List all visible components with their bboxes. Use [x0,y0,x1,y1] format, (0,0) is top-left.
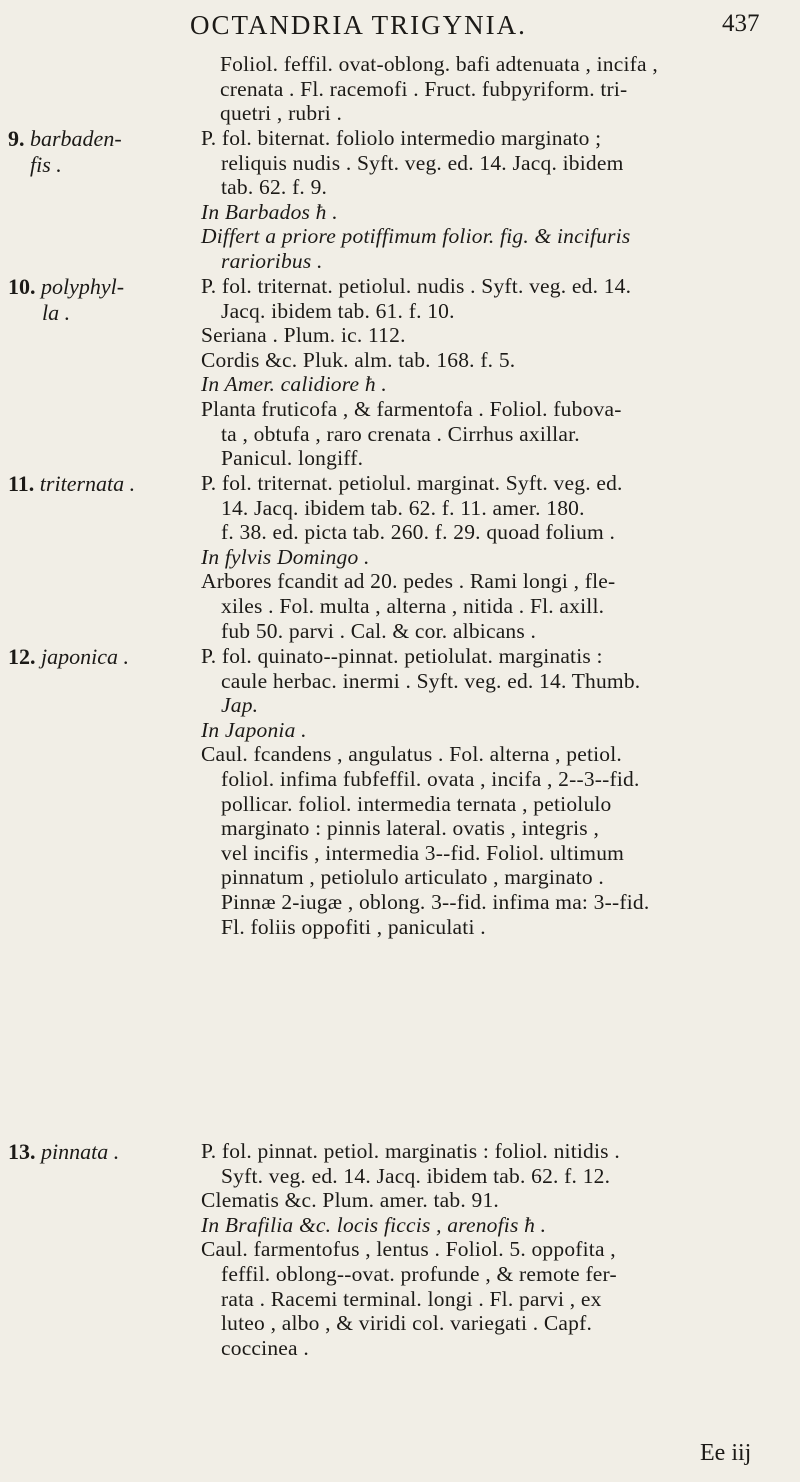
species-name [8,644,188,670]
text-line: In Japonia . [201,717,307,742]
species-number: 12. [8,644,36,669]
text-line: P. fol. quinato--pinnat. petiolulat. marginatis : [201,644,603,668]
species-name [8,1139,188,1165]
text-line: Differt a priore potiffimum folior. fig. & incifuris [201,224,631,249]
text-line: tab. 62. f. 9. [221,175,328,200]
species-name [8,471,188,497]
text-line: P. fol. triternat. petiolul. nudis . Syft. veg. ed. 14. [201,274,632,298]
text-line: P. fol. biternat. foliolo intermedio marginato ; [201,126,602,150]
species-name-part: pinnata . [41,1139,120,1164]
text-line: Fl. foliis oppofiti , paniculati . [221,914,486,939]
page-number: 437 [722,10,760,37]
text-line: Panicul. longiff. [221,446,364,471]
running-title: OCTANDRIA TRIGYNIA. [190,10,527,40]
intro-line: quetri , rubri . [220,101,343,126]
species-name-part: triternata . [39,471,136,496]
species-name [8,126,188,178]
species-name-part: polyphyl- [41,274,125,299]
text-line: luteo , albo , & viridi col. variegati . Capf. [221,1311,593,1336]
text-line: In Amer. calidiore ħ . [201,372,387,397]
signature-mark: Ee iij [700,1440,752,1466]
page-header [0,8,800,48]
species-name-part: fis . [30,152,62,177]
text-line: In Brafilia &c. locis ficcis , arenofis ħ . [201,1212,547,1237]
text-line: P. fol. pinnat. petiol. marginatis : foliol. nitidis . [201,1139,620,1163]
text-line: feffil. oblong--ovat. profunde , & remote fer- [221,1261,617,1286]
text-line: rata . Racemi terminal. longi . Fl. parvi , ex [221,1286,602,1311]
text-line: 14. Jacq. ibidem tab. 62. f. 11. amer. 180. [221,495,585,520]
species-name [8,274,188,326]
text-line: Cordis &c. Pluk. alm. tab. 168. f. 5. [201,347,516,372]
text-line: f. 38. ed. picta tab. 260. f. 29. quoad folium . [221,520,616,545]
text-line: P. fol. triternat. petiolul. marginat. Syft. veg. ed. [201,471,623,495]
text-line: ta , obtufa , raro crenata . Cirrhus axillar. [221,421,580,446]
species-number: 13. [8,1139,36,1164]
text-line: marginato : pinnis lateral. ovatis , integris , [221,816,600,841]
text-line: Pinnæ 2-iugæ , oblong. 3--fid. infima ma: 3--fid. [221,889,650,914]
text-line: Jap. [221,693,259,718]
text-line: Caul. farmentofus , lentus . Foliol. 5. oppofita , [201,1237,616,1262]
species-name-part: japonica . [41,644,129,669]
species-number: 10. [8,274,36,299]
text-line: rarioribus . [221,248,323,273]
text-line: Arbores fcandit ad 20. pedes . Rami longi , fle- [201,569,616,594]
text-line: xiles . Fol. multa , alterna , nitida . Fl. axill. [221,593,605,618]
text-line: Clematis &c. Plum. amer. tab. 91. [201,1188,500,1213]
text-line: foliol. infima fubfeffil. ovata , incifa , 2--3--fid. [221,766,640,791]
species-name-part: la . [42,300,71,325]
text-line: Jacq. ibidem tab. 61. f. 10. [221,298,455,323]
text-line: Planta fruticofa , & farmentofa . Foliol. fubova- [201,396,622,421]
text-line: Caul. fcandens , angulatus . Fol. alterna , petiol. [201,742,622,767]
text-line: pollicar. foliol. intermedia ternata , petiolulo [221,791,612,816]
species-description [201,1139,791,1360]
intro-line: Foliol. feffil. ovat-oblong. bafi adtenuata , incifa , [220,52,658,76]
text-line: In Barbados ħ . [201,199,338,224]
text-line: Seriana . Plum. ic. 112. [201,323,406,348]
species-description [201,274,791,471]
species-description [201,471,791,643]
text-line: pinnatum , petiolulo articulato , marginato . [221,865,604,890]
species-name-part: barbaden- [30,126,122,151]
text-line: In fylvis Domingo . [201,544,370,569]
species-description [201,644,791,939]
text-line: Syft. veg. ed. 14. Jacq. ibidem tab. 62. f. 12. [221,1163,611,1188]
text-line: caule herbac. inermi . Syft. veg. ed. 14. Thumb. [221,668,641,693]
text-line: coccinea . [221,1335,309,1360]
species-number: 11. [8,471,35,496]
species-description [201,126,791,274]
text-line: vel incifis , intermedia 3--fid. Foliol. ultimum [221,840,625,865]
text-line: fub 50. parvi . Cal. & cor. albicans . [221,618,537,643]
text-line: reliquis nudis . Syft. veg. ed. 14. Jacq. ibidem [221,150,624,175]
intro-line: crenata . Fl. racemofi . Fruct. fubpyriform. tri- [220,76,628,101]
species-number: 9. [8,126,25,151]
